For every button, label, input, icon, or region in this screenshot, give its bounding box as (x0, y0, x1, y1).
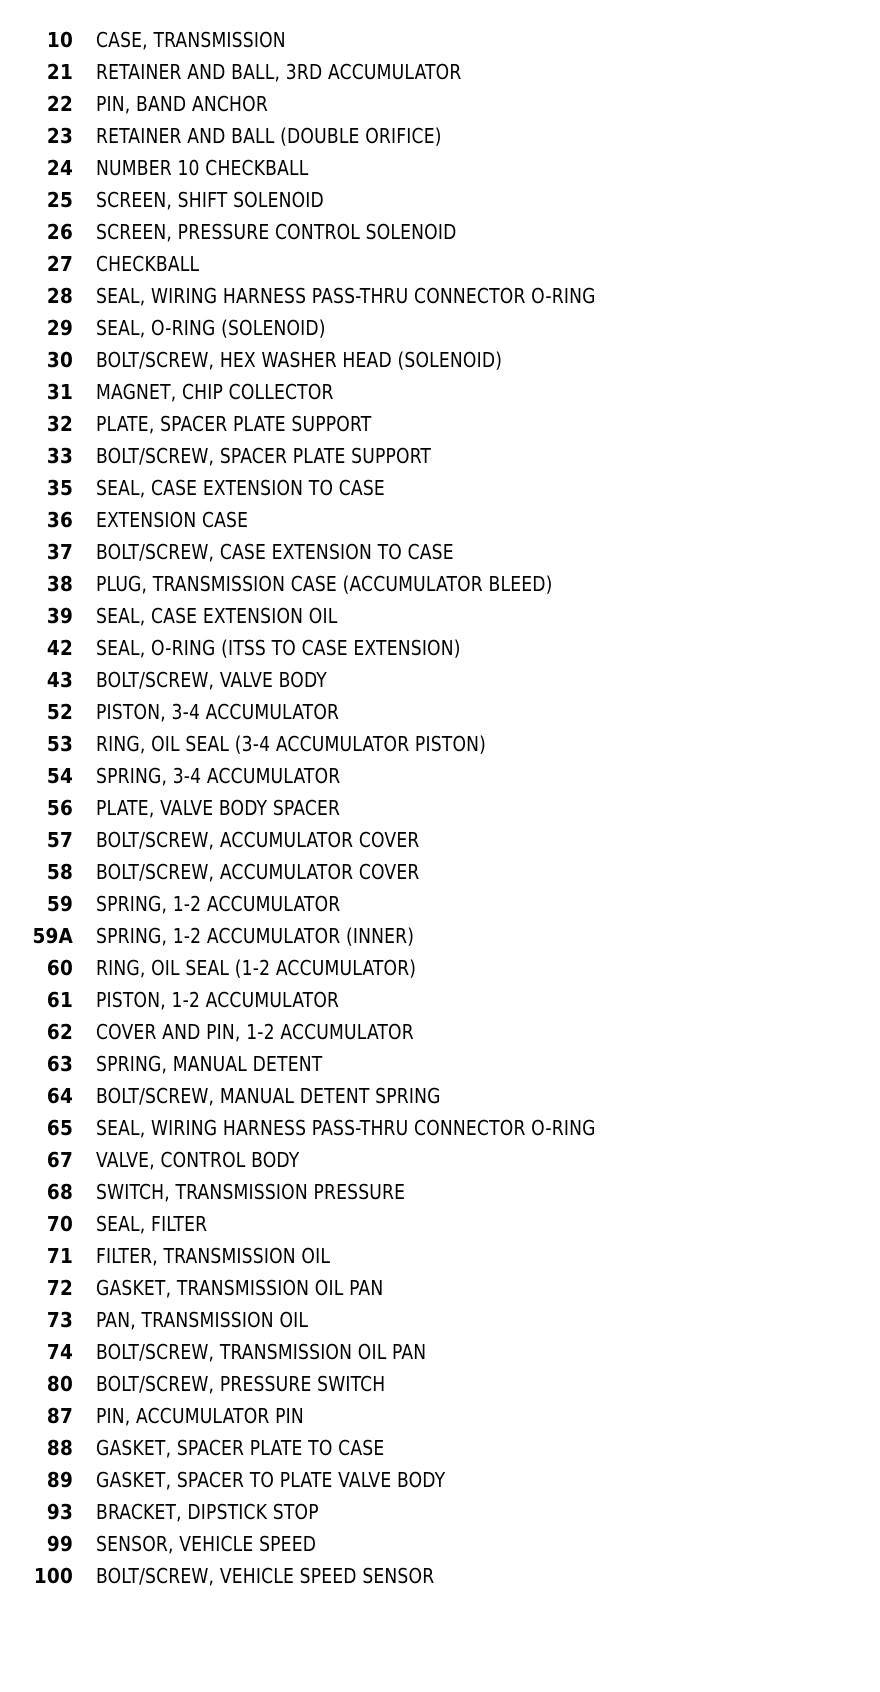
part-row (0, 632, 880, 664)
part-number: 68 (46, 1180, 73, 1204)
part-description: BOLT/SCREW, SPACER PLATE SUPPORT (96, 444, 432, 468)
part-row (0, 280, 880, 312)
part-description: RING, OIL SEAL (1-2 ACCUMULATOR) (96, 956, 417, 980)
part-description: CHECKBALL (96, 252, 200, 276)
part-row (0, 376, 880, 408)
part-number: 93 (46, 1500, 73, 1524)
part-number: 67 (46, 1148, 73, 1172)
part-number: 22 (46, 92, 73, 116)
part-number: 56 (46, 796, 73, 820)
part-description: BRACKET, DIPSTICK STOP (96, 1500, 319, 1524)
part-number: 80 (46, 1372, 73, 1396)
part-row (0, 1016, 880, 1048)
part-number: 39 (46, 604, 73, 628)
part-description: SWITCH, TRANSMISSION PRESSURE (96, 1180, 406, 1204)
part-number: 73 (46, 1308, 73, 1332)
part-row (0, 760, 880, 792)
part-number: 70 (46, 1212, 73, 1236)
part-row (0, 920, 880, 952)
part-number: 87 (46, 1404, 73, 1428)
part-description: BOLT/SCREW, ACCUMULATOR COVER (96, 860, 420, 884)
part-description: SEAL, O-RING (ITSS TO CASE EXTENSION) (96, 636, 461, 660)
part-number: 74 (46, 1340, 73, 1364)
part-row (0, 1272, 880, 1304)
part-description: BOLT/SCREW, ACCUMULATOR COVER (96, 828, 420, 852)
part-row (0, 120, 880, 152)
part-description: BOLT/SCREW, CASE EXTENSION TO CASE (96, 540, 454, 564)
part-row (0, 984, 880, 1016)
part-description: BOLT/SCREW, VEHICLE SPEED SENSOR (96, 1564, 435, 1588)
part-number: 58 (46, 860, 73, 884)
part-description: BOLT/SCREW, TRANSMISSION OIL PAN (96, 1340, 427, 1364)
part-row (0, 1240, 880, 1272)
part-number: 65 (46, 1116, 73, 1140)
part-row (0, 152, 880, 184)
part-row (0, 856, 880, 888)
part-description: PIN, ACCUMULATOR PIN (96, 1404, 304, 1428)
part-number: 52 (46, 700, 73, 724)
part-number: 10 (46, 28, 73, 52)
part-number: 21 (46, 60, 73, 84)
part-number: 63 (46, 1052, 73, 1076)
part-row (0, 1304, 880, 1336)
part-description: GASKET, SPACER TO PLATE VALVE BODY (96, 1468, 446, 1492)
part-row (0, 1176, 880, 1208)
part-row (0, 1208, 880, 1240)
part-row (0, 56, 880, 88)
part-row (0, 504, 880, 536)
part-description: SENSOR, VEHICLE SPEED (96, 1532, 317, 1556)
part-row (0, 1336, 880, 1368)
part-row (0, 184, 880, 216)
part-description: SEAL, O-RING (SOLENOID) (96, 316, 326, 340)
part-row (0, 1464, 880, 1496)
part-number: 26 (46, 220, 73, 244)
part-description: MAGNET, CHIP COLLECTOR (96, 380, 334, 404)
part-row (0, 88, 880, 120)
part-number: 27 (46, 252, 73, 276)
part-row (0, 472, 880, 504)
part-row (0, 408, 880, 440)
part-number: 38 (46, 572, 73, 596)
part-number: 64 (46, 1084, 73, 1108)
part-row (0, 440, 880, 472)
part-description: PLATE, VALVE BODY SPACER (96, 796, 341, 820)
part-row (0, 1400, 880, 1432)
part-description: SEAL, WIRING HARNESS PASS-THRU CONNECTOR O-RING (96, 284, 596, 308)
part-description: PLATE, SPACER PLATE SUPPORT (96, 412, 372, 436)
part-description: EXTENSION CASE (96, 508, 249, 532)
part-description: NUMBER 10 CHECKBALL (96, 156, 309, 180)
part-number: 29 (46, 316, 73, 340)
part-number: 59A (32, 924, 73, 948)
part-description: VALVE, CONTROL BODY (96, 1148, 300, 1172)
part-row (0, 312, 880, 344)
part-row (0, 216, 880, 248)
part-number: 88 (46, 1436, 73, 1460)
part-number: 35 (46, 476, 73, 500)
part-number: 62 (46, 1020, 73, 1044)
part-number: 31 (46, 380, 73, 404)
part-number: 23 (46, 124, 73, 148)
part-description: SEAL, WIRING HARNESS PASS-THRU CONNECTOR O-RING (96, 1116, 596, 1140)
part-description: SPRING, 3-4 ACCUMULATOR (96, 764, 341, 788)
part-row (0, 24, 880, 56)
part-number: 25 (46, 188, 73, 212)
part-description: CASE, TRANSMISSION (96, 28, 286, 52)
part-description: RETAINER AND BALL (DOUBLE ORIFICE) (96, 124, 442, 148)
part-row (0, 824, 880, 856)
part-description: GASKET, SPACER PLATE TO CASE (96, 1436, 385, 1460)
part-row (0, 568, 880, 600)
part-description: BOLT/SCREW, PRESSURE SWITCH (96, 1372, 386, 1396)
part-number: 53 (46, 732, 73, 756)
part-description: PIN, BAND ANCHOR (96, 92, 268, 116)
part-row (0, 536, 880, 568)
part-row (0, 952, 880, 984)
part-description: SEAL, CASE EXTENSION TO CASE (96, 476, 385, 500)
part-number: 61 (46, 988, 73, 1012)
part-description: SEAL, CASE EXTENSION OIL (96, 604, 338, 628)
part-description: SPRING, 1-2 ACCUMULATOR (96, 892, 341, 916)
part-number: 60 (46, 956, 73, 980)
part-description: COVER AND PIN, 1-2 ACCUMULATOR (96, 1020, 414, 1044)
part-description: BOLT/SCREW, HEX WASHER HEAD (SOLENOID) (96, 348, 503, 372)
part-number: 24 (46, 156, 73, 180)
part-row (0, 344, 880, 376)
part-row (0, 1528, 880, 1560)
part-description: RETAINER AND BALL, 3RD ACCUMULATOR (96, 60, 462, 84)
part-row (0, 696, 880, 728)
part-number: 72 (46, 1276, 73, 1300)
part-description: GASKET, TRANSMISSION OIL PAN (96, 1276, 384, 1300)
part-description: SEAL, FILTER (96, 1212, 208, 1236)
part-row (0, 600, 880, 632)
part-row (0, 1112, 880, 1144)
part-description: PLUG, TRANSMISSION CASE (ACCUMULATOR BLEED) (96, 572, 553, 596)
part-description: FILTER, TRANSMISSION OIL (96, 1244, 331, 1268)
part-row (0, 1432, 880, 1464)
part-number: 71 (46, 1244, 73, 1268)
part-description: PAN, TRANSMISSION OIL (96, 1308, 309, 1332)
part-row (0, 1048, 880, 1080)
part-number: 99 (46, 1532, 73, 1556)
part-row (0, 888, 880, 920)
part-number: 28 (46, 284, 73, 308)
parts-legend-list (0, 24, 880, 1592)
part-description: SPRING, MANUAL DETENT (96, 1052, 323, 1076)
part-number: 42 (46, 636, 73, 660)
part-description: SCREEN, SHIFT SOLENOID (96, 188, 324, 212)
part-description: BOLT/SCREW, VALVE BODY (96, 668, 327, 692)
part-row (0, 1144, 880, 1176)
part-description: PISTON, 3-4 ACCUMULATOR (96, 700, 340, 724)
part-number: 32 (46, 412, 73, 436)
part-number: 43 (46, 668, 73, 692)
part-number: 57 (46, 828, 73, 852)
part-number: 30 (46, 348, 73, 372)
part-number: 36 (46, 508, 73, 532)
part-description: BOLT/SCREW, MANUAL DETENT SPRING (96, 1084, 441, 1108)
part-number: 54 (46, 764, 73, 788)
part-row (0, 728, 880, 760)
part-description: RING, OIL SEAL (3-4 ACCUMULATOR PISTON) (96, 732, 487, 756)
part-row (0, 664, 880, 696)
part-row (0, 1560, 880, 1592)
part-row (0, 792, 880, 824)
part-number: 33 (46, 444, 73, 468)
part-row (0, 248, 880, 280)
part-number: 59 (46, 892, 73, 916)
part-description: PISTON, 1-2 ACCUMULATOR (96, 988, 340, 1012)
part-number: 100 (33, 1564, 73, 1588)
part-number: 37 (46, 540, 73, 564)
part-description: SPRING, 1-2 ACCUMULATOR (INNER) (96, 924, 415, 948)
part-row (0, 1080, 880, 1112)
part-number: 89 (46, 1468, 73, 1492)
part-description: SCREEN, PRESSURE CONTROL SOLENOID (96, 220, 457, 244)
part-row (0, 1368, 880, 1400)
part-row (0, 1496, 880, 1528)
